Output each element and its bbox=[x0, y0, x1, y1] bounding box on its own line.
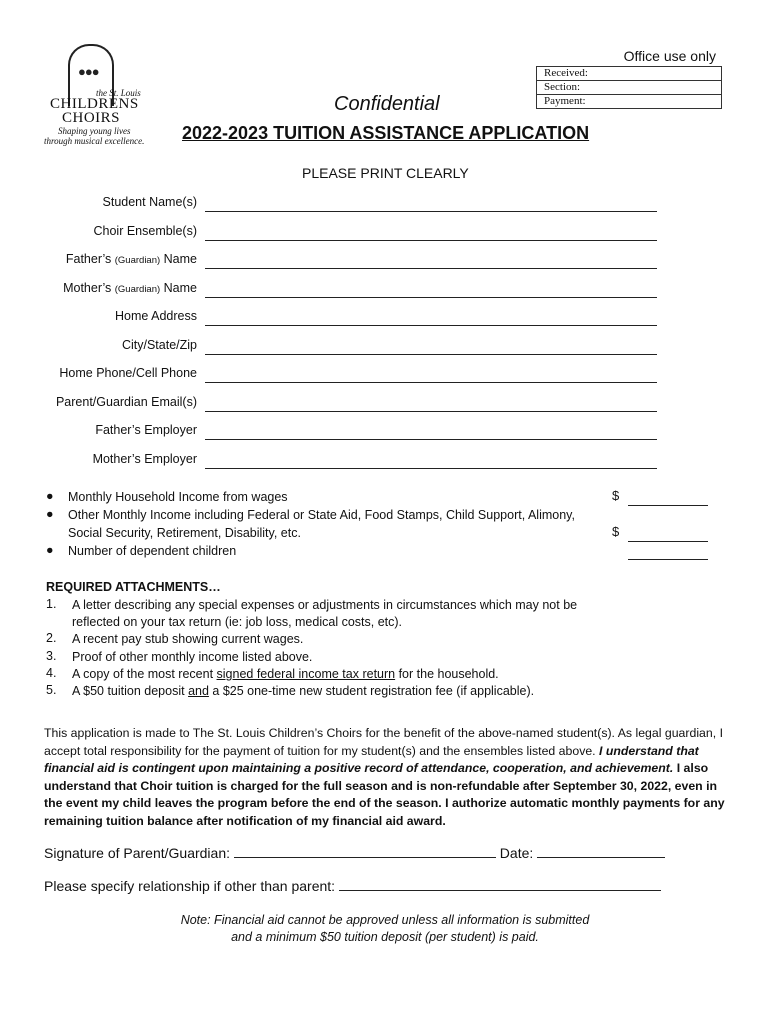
office-use-box bbox=[536, 66, 722, 109]
attachment-1-line1: A letter describing any special expenses or adjustments in circumstances which may not be bbox=[72, 598, 578, 612]
relationship-row bbox=[44, 876, 661, 894]
phone-field bbox=[0, 366, 770, 386]
income-wages-label: Monthly Household Income from wages bbox=[68, 490, 288, 504]
student-name-line[interactable] bbox=[205, 211, 657, 212]
currency-symbol: $ bbox=[612, 488, 620, 503]
signature-line[interactable] bbox=[234, 843, 496, 858]
singers-icon: ●●● bbox=[78, 64, 99, 79]
field-label: Home Address bbox=[115, 309, 197, 323]
field-label: Student Name(s) bbox=[102, 195, 197, 209]
other-income-label-line2: Social Security, Retirement, Disability, etc. bbox=[68, 526, 301, 540]
father-employer-field bbox=[0, 423, 770, 443]
student-name-field bbox=[0, 195, 770, 215]
note-line2: and a minimum $50 tuition deposit (per student) is paid. bbox=[231, 930, 539, 944]
mother-employer-field bbox=[0, 452, 770, 472]
father-name-line[interactable] bbox=[205, 268, 657, 269]
logo-name-line2: CHOIRS bbox=[62, 110, 121, 126]
logo-tagline-line2: through musical excellence. bbox=[44, 136, 145, 146]
field-label: Mother’s (Guardian) Name bbox=[63, 281, 197, 295]
field-label: Mother’s Employer bbox=[92, 452, 197, 466]
mother-name-field bbox=[0, 281, 770, 301]
office-payment: Payment: bbox=[544, 95, 586, 107]
city-state-zip-line[interactable] bbox=[205, 354, 657, 355]
attachment-3: Proof of other monthly income listed above. bbox=[72, 650, 313, 664]
field-label: City/State/Zip bbox=[121, 338, 197, 352]
dependents-line[interactable] bbox=[628, 559, 708, 560]
relationship-label: Please specify relationship if other than parent: bbox=[44, 878, 336, 894]
office-use-label: Office use only bbox=[623, 48, 716, 64]
attachment-number: 2. bbox=[46, 631, 57, 645]
field-label: Home Phone/Cell Phone bbox=[59, 366, 197, 380]
attachment-2: A recent pay stub showing current wages. bbox=[72, 632, 304, 646]
date-line[interactable] bbox=[537, 843, 665, 858]
choir-ensemble-field bbox=[0, 224, 770, 244]
footer-note bbox=[0, 912, 770, 946]
field-label: Choir Ensemble(s) bbox=[93, 224, 197, 238]
currency-symbol: $ bbox=[612, 524, 620, 539]
page-title: 2022-2023 TUITION ASSISTANCE APPLICATION bbox=[182, 123, 590, 143]
attachment-number: 1. bbox=[46, 597, 57, 611]
attachments-heading: REQUIRED ATTACHMENTS… bbox=[46, 580, 221, 594]
income-wages-line[interactable] bbox=[628, 505, 708, 506]
bullet-icon: ● bbox=[46, 543, 54, 557]
attachment-number: 5. bbox=[46, 683, 57, 697]
father-name-field bbox=[0, 252, 770, 272]
field-label: Father’s Employer bbox=[95, 423, 197, 437]
field-label: Father’s (Guardian) Name bbox=[65, 252, 197, 266]
office-section: Section: bbox=[537, 81, 721, 95]
bullet-icon: ● bbox=[46, 507, 54, 521]
other-income-label-line1: Other Monthly Income including Federal or State Aid, Food Stamps, Child Support, Alimony, bbox=[68, 508, 575, 522]
city-state-zip-field bbox=[0, 338, 770, 358]
print-instruction: PLEASE PRINT CLEARLY bbox=[302, 165, 469, 181]
signature-label: Signature of Parent/Guardian: bbox=[44, 845, 231, 861]
home-address-line[interactable] bbox=[205, 325, 657, 326]
office-received: Received: bbox=[537, 67, 721, 81]
dependents-label: Number of dependent children bbox=[68, 544, 237, 558]
note-line1: Note: Financial aid cannot be approved unless all information is submitted bbox=[180, 913, 590, 927]
logo-name-line1: CHILDRENS bbox=[50, 96, 139, 112]
attachment-number: 4. bbox=[46, 666, 57, 680]
mother-name-line[interactable] bbox=[205, 297, 657, 298]
choir-logo bbox=[40, 44, 150, 149]
attachment-5: A $50 tuition deposit and a $25 one-time new student registration fee (if applicable). bbox=[72, 684, 535, 698]
phone-line[interactable] bbox=[205, 382, 657, 383]
date-label: Date: bbox=[499, 845, 534, 861]
mother-employer-line[interactable] bbox=[205, 468, 657, 469]
agreement-paragraph: This application is made to The St. Louis Children’s Choirs for the benefit of the above-named student(s). As legal guardian, I accept total responsibility for the payment of tuition for my student(s) and the ensembles listed above. I understand that financial aid is contingent upon maintaining a positive record of attendance, cooperation, and achievement. I also understand that Choir tuition is charged for the full season and is non-refundable after September 30, 2022, even in the event my child leaves the program before the end of the season. I authorize automatic monthly payments for any remaining tuition balance after notification of my financial aid award. bbox=[44, 726, 725, 828]
logo-small-text: the St. Louis bbox=[96, 88, 141, 98]
field-label: Parent/Guardian Email(s) bbox=[55, 395, 197, 409]
attachment-4: A copy of the most recent signed federal income tax return for the household. bbox=[72, 667, 499, 681]
signature-row bbox=[44, 843, 665, 861]
attachment-1-line2: reflected on your tax return (ie: job loss, medical costs, etc). bbox=[72, 615, 402, 629]
bullet-icon: ● bbox=[46, 489, 54, 503]
relationship-line[interactable] bbox=[339, 876, 661, 891]
email-field bbox=[0, 395, 770, 415]
logo-tagline-line1: Shaping young lives bbox=[58, 126, 131, 136]
home-address-field bbox=[0, 309, 770, 329]
choir-ensemble-line[interactable] bbox=[205, 240, 657, 241]
father-employer-line[interactable] bbox=[205, 439, 657, 440]
email-line[interactable] bbox=[205, 411, 657, 412]
confidential-label: Confidential bbox=[334, 93, 440, 115]
attachment-number: 3. bbox=[46, 649, 57, 663]
other-income-line[interactable] bbox=[628, 541, 708, 542]
